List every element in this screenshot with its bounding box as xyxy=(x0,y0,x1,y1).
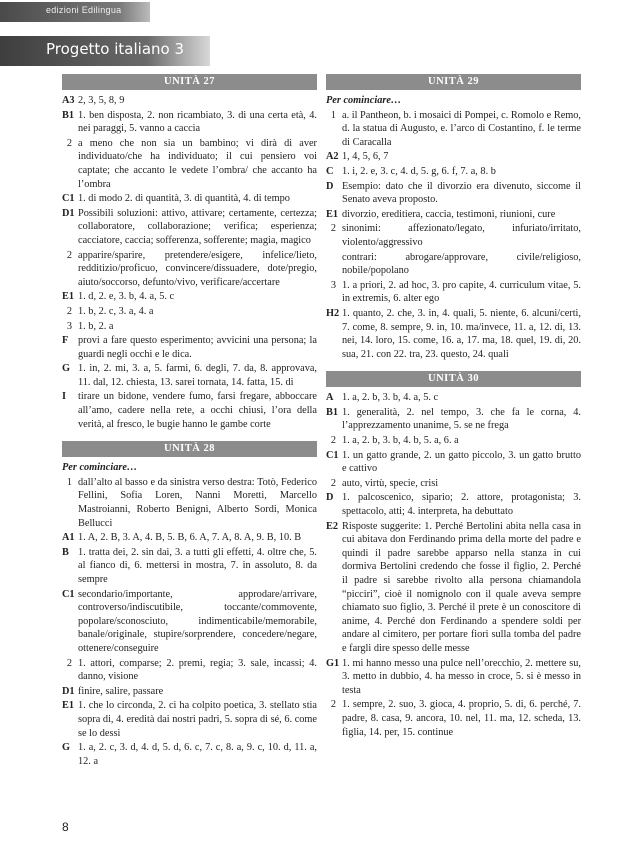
exercise-label: 2 xyxy=(66,137,72,149)
answer-entry xyxy=(62,531,317,545)
exercise-answer: divorzio, ereditiera, caccia, testimoni, riunioni, cure xyxy=(342,208,556,220)
answer-entry xyxy=(62,685,317,699)
exercise-answer: Possibili soluzioni: attivo, attivare; certamente, certezza; collaboratore, collaborazione; verifica; esperienza; cacciatore, caccia; sofferenza, sofferente; magia, magico xyxy=(78,207,317,246)
answer-section xyxy=(62,74,317,431)
page-header xyxy=(0,0,638,66)
exercise-answer: auto, virtù, specie, crisi xyxy=(342,477,439,489)
exercise-answer: apparire/sparire, pretendere/esigere, infelice/lieto, redditizio/proficuo, convincere/dissuadere, dote/pregio, aiuto/soccorso, defunto/vivo, verificare/accertare xyxy=(78,249,317,288)
publisher-banner xyxy=(0,2,150,22)
answer-entry xyxy=(326,491,581,518)
exercise-label: B1 xyxy=(62,109,75,121)
unit-heading: UNITÀ 28 xyxy=(62,441,317,457)
exercise-answer: 1. palcoscenico, sipario; 2. attore, protagonista; 3. spettacolo, atti; 4. interpreta, ha debuttato xyxy=(342,492,581,518)
exercise-answer: 1. a priori, 2. ad hoc, 3. pro capite, 4. curriculum vitae, 5. in extremis, 6. alter ego xyxy=(342,279,581,305)
exercise-label: 2 xyxy=(66,657,72,669)
answer-entry xyxy=(62,699,317,740)
exercise-label: 2 xyxy=(330,699,336,711)
exercise-label: D xyxy=(326,180,334,192)
exercise-label: H2 xyxy=(326,307,340,319)
answer-entry xyxy=(326,307,581,361)
exercise-answer: finire, salire, passare xyxy=(78,685,164,697)
answer-section xyxy=(326,74,581,361)
answer-entry xyxy=(326,165,581,179)
left-column xyxy=(62,74,317,769)
exercise-label: G xyxy=(62,363,71,375)
answer-entry xyxy=(62,588,317,656)
exercise-answer: 1, 4, 5, 6, 7 xyxy=(342,151,389,163)
answer-entry xyxy=(326,251,581,278)
answer-entry xyxy=(62,476,317,530)
exercise-label: 1 xyxy=(330,109,336,121)
answer-entry xyxy=(62,94,317,108)
answer-entry xyxy=(326,180,581,207)
page-number: 8 xyxy=(62,820,69,834)
answer-entry xyxy=(62,362,317,389)
series-title: Progetto italiano 3 xyxy=(46,40,185,58)
exercise-answer: provi a fare questo esperimento; avvicini una persona; la guardi negli occhi e le dica. xyxy=(78,335,317,360)
unit-heading: UNITÀ 29 xyxy=(326,74,581,90)
exercise-answer: 1. ben disposta, 2. non ricambiato, 3. di una certa età, 4. nei paraggi, 5. vanno a caccia xyxy=(78,109,317,135)
answer-entry xyxy=(62,320,317,334)
exercise-answer: 1. tratta dei, 2. sin dai, 3. a tutti gli effetti, 4. oltre che, 5. al fianco di, 6. mettersi in mostra, 7. in assoluto, 8. da sempre xyxy=(78,546,317,585)
unit-heading: UNITÀ 27 xyxy=(62,74,317,90)
answer-entry xyxy=(326,434,581,448)
exercise-label: 2 xyxy=(66,305,72,317)
exercise-answer: 1. b, 2. a xyxy=(78,320,114,332)
exercise-answer: 1. i, 2. e, 3. c, 4. d, 5. g, 6. f, 7. a, 8. b xyxy=(342,165,496,177)
answer-entry xyxy=(326,406,581,433)
answer-entry xyxy=(326,391,581,405)
answer-entry xyxy=(326,449,581,476)
exercise-answer: 1. mi hanno messo una pulce nell’orecchio, 2. mettere su, 3. metto in dubbio, 4. ha messo in croce, 5. si è messo in testa xyxy=(342,657,581,696)
exercise-label: C1 xyxy=(62,588,75,600)
exercise-label: A1 xyxy=(62,532,75,544)
exercise-answer: 1. a, 2. b, 3. b, 4. b, 5. a, 6. a xyxy=(342,435,459,447)
exercise-label: A2 xyxy=(326,151,339,163)
exercise-label: B1 xyxy=(326,406,339,418)
section-intro: Per cominciare… xyxy=(326,95,402,106)
exercise-label: 2 xyxy=(330,477,336,489)
exercise-label: G1 xyxy=(326,657,340,669)
answer-entry xyxy=(62,334,317,361)
exercise-answer: 1. di modo 2. di quantità, 3. di quantità, 4. di tempo xyxy=(78,193,290,205)
answer-entry xyxy=(326,150,581,164)
exercise-answer: contrari: abrogare/approvare, civile/religioso, nobile/popolano xyxy=(342,251,581,277)
exercise-label: E1 xyxy=(326,208,339,220)
exercise-answer: 2, 3, 5, 8, 9 xyxy=(78,95,125,106)
exercise-label: 2 xyxy=(66,249,72,261)
exercise-answer: 1. a, 2. c, 3. d, 4. d, 5. d, 6. c, 7. c, 8. a, 9. c, 10. d, 11. a, 12. a xyxy=(78,742,317,767)
exercise-answer: 1. in, 2. mi, 3. a, 5. farmi, 6. degli, 7. da, 8. approvava, 11. dal, 12. chiesta, 13. sarei tornata, 14. fatta, 15. di xyxy=(78,363,317,388)
series-banner xyxy=(0,36,210,66)
exercise-answer: 1. a, 2. b, 3. b, 4. a, 5. c xyxy=(342,392,439,404)
exercise-label: D1 xyxy=(62,207,75,219)
publisher-name: edizioni Edilingua xyxy=(46,5,122,15)
answer-entry xyxy=(62,249,317,290)
answer-entry xyxy=(62,207,317,248)
answer-entry xyxy=(62,741,317,768)
exercise-label: A3 xyxy=(62,95,75,106)
answer-entry xyxy=(62,192,317,206)
exercise-answer: 1. attori, comparse; 2. premi, regia; 3. sale, incassi; 4. danno, visione xyxy=(78,657,317,683)
exercise-answer: sinonimi: affezionato/legato, infuriato/irritato, violento/aggressivo xyxy=(342,223,581,248)
exercise-label: A xyxy=(326,392,334,404)
answer-entry xyxy=(62,657,317,684)
exercise-answer: secondario/importante, approdare/arrivare, controverso/indiscutibile, toccante/commovente, popolare/sconosciuto, indimenticabile/memorabile, banale/originale, stupire/sorprendere, concedere/negare, ottenere/conseguire xyxy=(78,588,317,654)
answer-entry xyxy=(326,477,581,491)
answer-entry xyxy=(326,698,581,739)
answer-entry xyxy=(62,137,317,191)
answer-entry xyxy=(62,109,317,136)
exercise-label: D xyxy=(326,492,334,504)
exercise-label: 3 xyxy=(66,320,72,332)
exercise-label: E1 xyxy=(62,700,75,712)
exercise-answer: a. il Pantheon, b. i mosaici di Pompei, c. Romolo e Remo, d. la statua di Augusto, e. l’arco di Costantino, f. le terme di Caracalla xyxy=(342,109,581,148)
exercise-label: I xyxy=(62,391,67,403)
answer-entry xyxy=(326,208,581,222)
exercise-label: C xyxy=(326,165,334,177)
answer-entry xyxy=(326,222,581,249)
exercise-answer: Risposte suggerite: 1. Perché Bertolini abita nella casa in cui abitava don Ferdinando prima della morte del padre e quindi il padre sarebbe apparso nella stanza in cui dormiva Bertolini credendo che fosse il figlio, 2. Perché il padre si sarebbe rivolto alla persona chiamandola “picciri”, cioè il nomignolo con il quale aveva sempre chiamato suo figlio, 3. Perché il prete è un conoscitore di anime, 4. Perché don Ferdinando a spendere soldi per andare al cimitero, per portare fiori sulla tomba del padre e fargli dire spesso delle messe xyxy=(342,520,581,654)
answer-entry xyxy=(326,279,581,306)
answer-entry xyxy=(326,520,581,656)
answer-entry xyxy=(326,657,581,698)
right-column xyxy=(326,74,581,740)
exercise-label: C1 xyxy=(62,193,75,205)
unit-heading: UNITÀ 30 xyxy=(326,371,581,387)
exercise-label: 2 xyxy=(330,223,336,235)
answer-section xyxy=(326,371,581,739)
exercise-label: B xyxy=(62,546,69,558)
answer-entry xyxy=(326,109,581,150)
exercise-label: E1 xyxy=(62,291,75,303)
exercise-answer: a meno che non sia un bambino; vi dirà di aver individuato/che ha individuato; il cui pensiero voi captate; che accanto le vedete l’ombra/ che accanto ha l’ombra xyxy=(78,137,317,190)
exercise-label: F xyxy=(62,335,69,347)
exercise-answer: 1. generalità, 2. nel tempo, 3. che fa le corna, 4. l’apprezzamento unanime, 5. se ne frega xyxy=(342,406,581,432)
answer-section xyxy=(62,441,317,768)
exercise-answer: dall’alto al basso e da sinistra verso destra: Totò, Federico Fellini, Sofia Loren, Nanni Moretti, Marcello Mastroianni, Roberto Benigni, Alberto Sordi, Monica Bellucci xyxy=(78,476,317,529)
exercise-answer: 1. che lo circonda, 2. ci ha colpito poetica, 3. stellato stia sopra di, 4. eredità dai nostri padri, 5. sopra di sé, 6. come se lo dessi xyxy=(78,700,317,739)
exercise-answer: 1. un gatto grande, 2. un gatto piccolo, 3. un gatto brutto e cattivo xyxy=(342,449,581,475)
exercise-answer: tirare un bidone, vendere fumo, farsi fregare, abboccare all’amo, cadere nella rete, a occhi chiusi, l’ora della verità, al fresco, le bugie hanno le gambe corte xyxy=(78,391,317,430)
exercise-answer: 1. b, 2. c, 3. a, 4. a xyxy=(78,305,154,317)
exercise-label: D1 xyxy=(62,685,75,697)
exercise-label: C1 xyxy=(326,449,339,461)
exercise-label xyxy=(326,251,342,278)
exercise-answer: 1. sempre, 2. suo, 3. gioca, 4. proprio, 5. di, 6. perché, 7. padre, 8. casa, 9. ancora, 10. nel, 11. ma, 12. scheda, 13. figlia, 14. per, 15. continue xyxy=(342,699,581,738)
exercise-answer: 1. d, 2. e, 3. b, 4. a, 5. c xyxy=(78,291,175,303)
answer-entry xyxy=(62,390,317,431)
exercise-label: G xyxy=(62,742,71,754)
exercise-label: 3 xyxy=(330,279,336,291)
exercise-label: 2 xyxy=(330,435,336,447)
section-intro: Per cominciare… xyxy=(62,462,138,474)
exercise-label: 1 xyxy=(66,476,72,488)
exercise-answer: 1. quanto, 2. che, 3. in, 4. quali, 5. niente, 6. alcuni/certi, 7. come, 8. sempre, 9. in, 10. ma/invece, 11. a, 12. di, 13. nei, 14. loro, 15. come, 16. a, 17. ma, 18. quel, 19. di, 20. sua, 21. con 22. tra, 23. questo, 24. quali xyxy=(342,307,581,360)
answer-entry xyxy=(62,305,317,319)
answer-entry xyxy=(62,546,317,587)
exercise-answer: Esempio: dato che il divorzio era divenuto, siccome il Senato aveva proposto. xyxy=(342,180,581,206)
exercise-label: E2 xyxy=(326,520,339,532)
exercise-answer: 1. A, 2. B, 3. A, 4. B, 5. B, 6. A, 7. A, 8. A, 9. B, 10. B xyxy=(78,532,302,544)
answer-entry xyxy=(62,290,317,304)
